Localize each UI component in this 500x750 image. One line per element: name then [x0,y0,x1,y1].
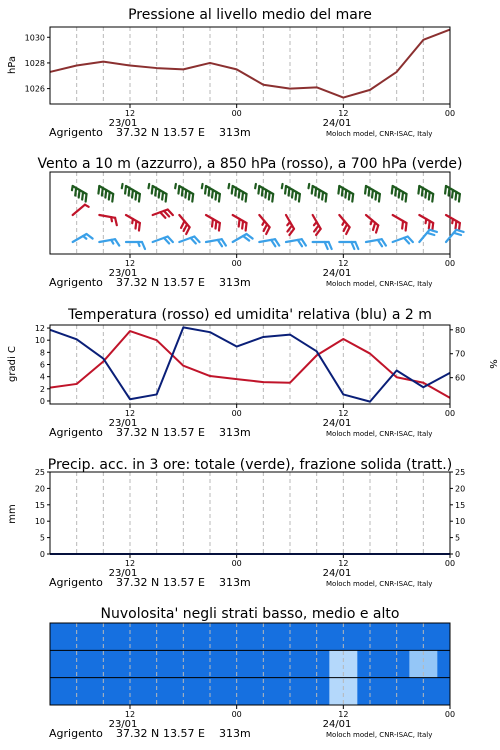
pressure-ytick-label: 1030 [24,33,45,43]
pressure-xtick-label: 12 [338,109,349,118]
pressure-title: Pressione al livello medio del mare [128,7,372,23]
precip-ytick-label: 15 [34,500,45,510]
wind-barb-700hpa [69,186,89,202]
precip-title: Precip. acc. in 3 ore: totale (verde), frazione solida (tratt.) [47,457,453,473]
cloud-xtick-label: 12 [124,710,136,719]
wind-barb-feather [216,223,222,231]
cloud-location-alt: 313m [219,727,251,740]
wind-barb-10m [126,242,145,249]
precip-xtick-label: 12 [338,559,349,568]
temp-location-alt: 313m [219,426,251,439]
precip-date-label: 24/01 [322,568,352,579]
pressure-location-lat: 37.32 N [116,126,160,139]
wind-barb-850hpa [153,209,173,222]
precip-ytick-label: 25 [34,468,45,477]
pressure-xtick-label: 00 [444,109,456,118]
pressure-ytick-label: 1028 [24,58,45,68]
temp-ytick-right-label: 80 [455,325,466,335]
precip-location-lat: 37.32 N [116,576,160,589]
wind-frame [50,172,450,254]
wind-barb-feather [87,233,93,241]
precip-ytick-right-label: 10 [455,517,466,527]
wind-barb-10m [393,236,413,249]
wind-barb-feather [136,194,142,202]
temp-ytick-label: 8 [39,348,45,358]
pressure-location-alt: 313m [219,126,251,139]
cloud-location-lon: 13.57 E [163,727,205,740]
wind-barb-850hpa [123,215,143,231]
wind-barb-700hpa [416,186,436,202]
wind-barb-feather [142,242,145,249]
wind-barb-half-feather [227,184,230,188]
wind-barb-10m [313,242,332,249]
wind-barb-10m [366,239,386,249]
pressure-location-lon: 13.57 E [163,126,205,139]
wind-barb-staff [73,205,85,215]
temp-xtick-label: 12 [124,409,136,418]
wind-barb-850hpa [174,215,192,234]
cloud-title: Nuvolosita' negli strati basso, medio e alto [100,606,400,622]
temp-xtick-label: 00 [444,409,456,418]
wind-barb-10m [179,236,199,249]
temp-ylabel-right: % [487,359,498,369]
wind-barb-850hpa [389,215,409,231]
temp-location-name: Agrigento [49,426,103,439]
wind-barb-700hpa [119,184,142,202]
pressure-ytick-label: 1026 [24,84,45,94]
wind-barb-half-feather [174,184,177,188]
wind-barb-10m [446,227,464,246]
cloud-date-label: 24/01 [322,719,352,730]
wind-barb-feather [350,194,356,202]
wind-barb-feather [243,223,249,231]
wind-barb-feather [323,194,329,202]
pressure-frame [50,27,450,104]
wind-barb-staff [419,230,429,242]
wind-barb-half-feather [281,184,284,188]
wind-location-lon: 13.57 E [163,276,205,289]
wind-barb-850hpa [307,215,323,235]
wind-xtick-label: 12 [338,259,349,268]
wind-barb-10m [99,239,119,249]
wind-barb-10m [73,233,93,249]
wind-barb-10m [339,242,358,249]
humidity-line [50,327,450,401]
wind-date-label: 23/01 [108,268,138,279]
wind-barb-700hpa [146,184,169,202]
temp-ytick-label: 6 [39,360,45,370]
wind-barb-850hpa [203,215,223,231]
wind-barb-feather [456,194,462,202]
wind-barb-feather [296,194,302,202]
precip-ytick-right-label: 0 [455,550,461,559]
wind-barb-staff [393,215,407,223]
precip-ytick-right-label: 25 [455,468,466,477]
precip-ytick-right-label: 5 [455,533,461,543]
wind-barb-feather [430,194,436,202]
precip-xtick-label: 00 [231,559,242,568]
wind-barb-feather [115,239,119,246]
wind-barb-feather [243,194,249,202]
wind-barb-staff [446,230,456,242]
wind-barb-850hpa [229,215,249,231]
wind-xtick-label: 00 [444,259,456,268]
pressure-line [50,30,450,98]
wind-barb-half-feather [138,242,140,246]
wind-barb-half-feather [451,219,454,223]
precip-xtick-label: 00 [444,559,456,568]
pressure-xtick-label: 12 [124,109,136,118]
wind-barb-half-feather [424,219,427,223]
wind-barb-feather [163,194,169,202]
wind-barb-700hpa [252,184,275,202]
wind-barb-850hpa [73,204,89,218]
temp-date-label: 23/01 [108,418,138,429]
wind-xtick-label: 12 [124,259,136,268]
wind-barb-700hpa [279,184,302,202]
cloud-model-label: Moloch model, CNR-ISAC, Italy [326,731,433,739]
wind-location-alt: 313m [219,276,251,289]
temp-ytick-label: 2 [39,384,45,394]
wind-barb-700hpa [336,186,356,202]
wind-barb-10m [206,239,226,249]
wind-date-label: 24/01 [322,268,352,279]
precip-ytick-label: 20 [34,484,45,494]
temp-model-label: Moloch model, CNR-ISAC, Italy [326,430,433,438]
precip-ytick-right-label: 15 [455,500,466,510]
wind-barb-10m [286,239,306,249]
precip-model-label: Moloch model, CNR-ISAC, Italy [326,580,433,588]
wind-barb-feather [376,194,382,202]
wind-barb-850hpa [280,215,296,235]
cloud-date-label: 23/01 [108,719,138,730]
temp-ytick-label: 4 [39,372,45,382]
temp-title: Temperatura (rosso) ed umidita' relativa (blu) a 2 m [68,307,432,323]
wind-model-label: Moloch model, CNR-ISAC, Italy [326,280,433,288]
wind-barb-feather [136,223,142,231]
wind-barb-feather [270,194,276,202]
wind-barb-feather [216,194,222,202]
wind-barb-700hpa [389,186,409,202]
cloud-xtick-label: 12 [338,710,349,719]
wind-barb-850hpa [416,215,436,231]
precip-ytick-label: 0 [39,550,45,559]
pressure-model-label: Moloch model, CNR-ISAC, Italy [326,130,433,138]
precip-location-name: Agrigento [49,576,103,589]
precip-ytick-label: 10 [34,517,45,527]
precip-frame [50,472,450,554]
wind-barb-850hpa [98,215,118,225]
wind-barb-half-feather [147,184,150,188]
wind-barb-feather [83,194,89,202]
precip-location-alt: 313m [219,576,251,589]
temp-ytick-right-label: 60 [455,373,466,383]
wind-location-name: Agrigento [49,276,103,289]
pressure-ylabel: hPa [7,55,18,75]
temp-xtick-label: 12 [338,409,349,418]
wind-barb-700hpa [363,186,383,202]
wind-barb-half-feather [307,184,310,188]
wind-barb-feather [403,223,409,231]
wind-barb-850hpa [443,215,463,231]
precip-date-label: 23/01 [108,568,138,579]
wind-barb-700hpa [172,184,195,202]
temp-ytick-label: 0 [39,396,45,406]
wind-barb-850hpa [362,215,381,233]
cloud-location-lat: 37.32 N [116,727,160,740]
wind-barb-700hpa [226,184,249,202]
wind-barb-staff [99,215,115,218]
wind-barb-feather [329,242,332,249]
precip-ytick-right-label: 20 [455,484,466,494]
wind-barb-feather [190,194,196,202]
precip-location-lon: 13.57 E [163,576,205,589]
wind-barb-850hpa [254,215,272,234]
cloud-background [50,623,450,705]
temp-location-lat: 37.32 N [116,426,160,439]
wind-barb-half-feather [85,204,89,208]
wind-barb-half-feather [71,186,74,190]
temp-frame [50,325,450,404]
temp-ytick-right-label: 70 [455,349,466,359]
wind-barb-feather [114,218,118,225]
wind-barb-half-feather [110,217,112,221]
wind-barb-10m [259,239,279,249]
wind-xtick-label: 00 [231,259,242,268]
wind-title: Vento a 10 m (azzurro), a 850 hPa (rosso), a 700 hPa (verde) [37,156,463,172]
pressure-xtick-label: 00 [231,109,242,118]
wind-location-lat: 37.32 N [116,276,160,289]
wind-barb-feather [110,194,116,202]
temp-xtick-label: 00 [231,409,242,418]
temp-location-lon: 13.57 E [163,426,205,439]
precip-ytick-label: 5 [39,533,45,543]
wind-barb-10m [153,236,173,249]
pressure-location-name: Agrigento [49,126,103,139]
wind-barb-700hpa [443,186,463,202]
wind-barb-700hpa [199,184,222,202]
wind-barb-half-feather [201,184,204,188]
wind-barb-700hpa [96,186,116,202]
temp-date-label: 24/01 [322,418,352,429]
cloud-location-name: Agrigento [49,727,103,740]
wind-barb-700hpa [306,184,329,202]
cloud-xtick-label: 00 [231,710,242,719]
wind-barb-feather [355,242,358,249]
temp-ytick-label: 12 [34,324,45,334]
pressure-date-label: 24/01 [322,118,352,129]
wind-barb-half-feather [131,219,134,223]
wind-barb-10m [233,233,253,249]
precip-xtick-label: 12 [124,559,136,568]
pressure-date-label: 23/01 [108,118,138,129]
cloud-xtick-label: 00 [444,710,456,719]
wind-barb-850hpa [334,215,352,234]
wind-barb-half-feather [121,184,124,188]
temp-ylabel: gradi C [7,346,18,382]
wind-barb-10m [419,227,437,246]
temp-ytick-label: 10 [34,336,45,346]
precip-ylabel: mm [7,504,18,524]
wind-barb-half-feather [254,184,257,188]
wind-barb-feather [403,194,409,202]
